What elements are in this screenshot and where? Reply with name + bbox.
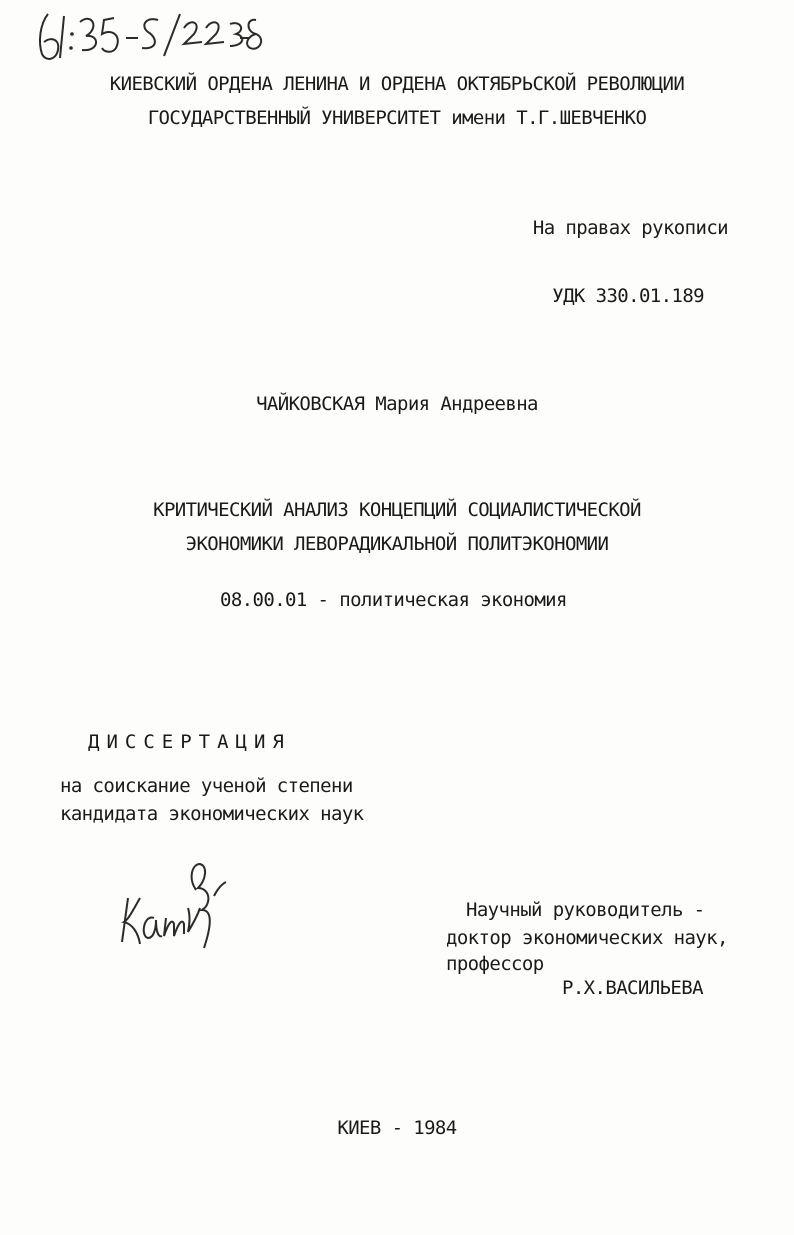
specialty-code: 08.00.01 - политическая экономия (220, 589, 567, 611)
author-name: ЧАЙКОВСКАЯ Мария Андреевна (256, 393, 538, 415)
supervisor-rank-line: профессор (446, 953, 544, 975)
dissertation-label: ДИССЕРТАЦИЯ (88, 731, 291, 753)
handwritten-archive-note (34, 8, 264, 68)
title-line-1: КРИТИЧЕСКИЙ АНАЛИЗ КОНЦЕПЦИЙ СОЦИАЛИСТИЧЕСКОЙ (153, 499, 641, 521)
degree-purpose-line-1: на соискание ученой степени (60, 775, 353, 797)
supervisor-name: Р.Х.ВАСИЛЬЕВА (562, 977, 703, 999)
degree-purpose-line-2: кандидата экономических наук (60, 803, 364, 825)
author-signature (118, 858, 233, 950)
institution-line-2: ГОСУДАРСТВЕННЫЙ УНИВЕРСИТЕТ имени Т.Г.ШЕВЧЕНКО (147, 107, 647, 129)
udk-code: УДК 330.01.189 (552, 285, 704, 307)
title-line-2: ЭКОНОМИКИ ЛЕВОРАДИКАЛЬНОЙ ПОЛИТЭКОНОМИИ (185, 533, 609, 555)
rights-notice: На правах рукописи (532, 217, 728, 239)
supervisor-degree-line: доктор экономических наук, (446, 927, 728, 949)
supervisor-title-line: Научный руководитель - (466, 899, 705, 921)
institution-line-1: КИЕВСКИЙ ОРДЕНА ЛЕНИНА И ОРДЕНА ОКТЯБРЬСКОЙ РЕВОЛЮЦИИ (109, 73, 685, 95)
city-year-footer: КИЕВ - 1984 (337, 1117, 457, 1139)
